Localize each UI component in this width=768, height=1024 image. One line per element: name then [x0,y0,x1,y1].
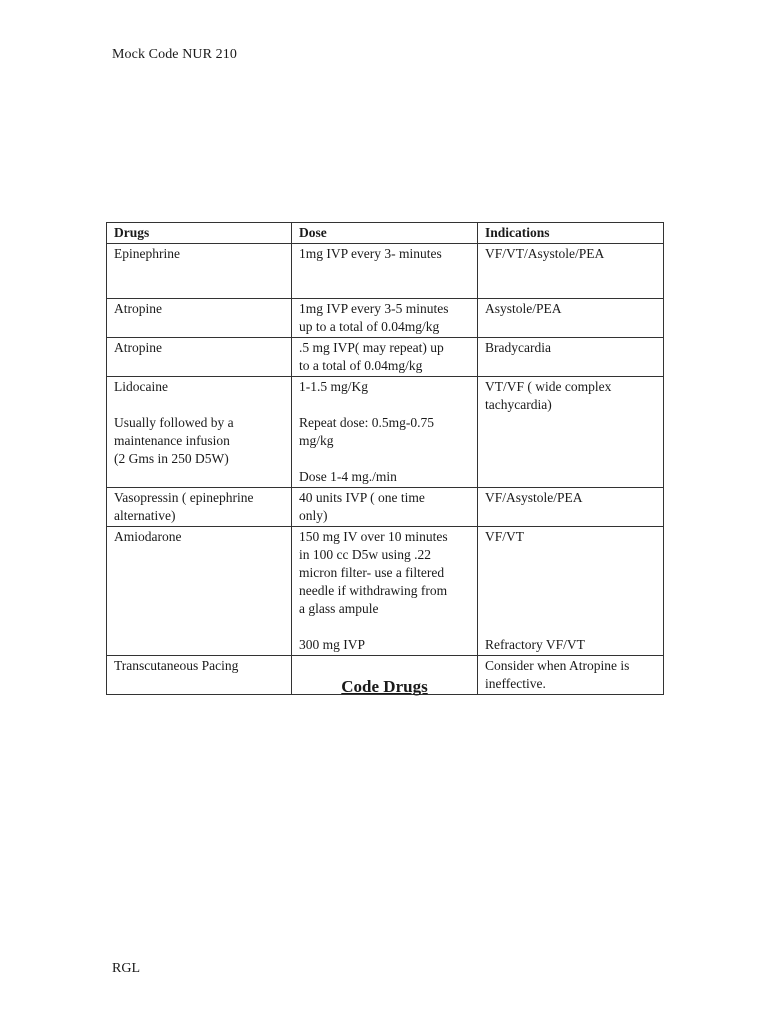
dose-text: 150 mg IV over 10 minutes [299,529,448,544]
drug-name: Atropine [114,340,162,355]
table-caption: Code Drugs [341,677,428,696]
dose-text: .5 mg IVP( may repeat) up [299,340,444,355]
indication-cell [478,377,664,488]
dose-text: micron filter- use a filtered [299,565,445,580]
dose-text: in 100 cc D5w using .22 [299,547,431,562]
drug-cell [107,488,292,527]
indication-text: Bradycardia [485,340,551,355]
dose-cell [292,377,478,488]
table-row [107,244,664,299]
indication-cell [478,338,664,377]
indication-text: Asystole/PEA [485,301,562,316]
drug-cell [107,244,292,299]
indication-cell [478,488,664,527]
dose-text: Dose 1-4 mg./min [299,469,397,484]
table-header-row [107,223,664,244]
dose-text: 300 mg IVP [299,637,366,652]
dose-text: up to a total of 0.04mg/kg [299,319,440,334]
drug-note: (2 Gms in 250 D5W) [114,451,229,466]
indication-text: VF/VT/Asystole/PEA [485,246,605,261]
indication-text: VF/VT [485,529,525,544]
indication-text: tachycardia) [485,397,552,412]
indication-cell [478,299,664,338]
table-row [107,527,664,656]
dose-text: 1mg IVP every 3- minutes [299,246,442,261]
indication-text: VF/Asystole/PEA [485,490,583,505]
drug-cell [107,338,292,377]
indication-cell [478,527,664,656]
table-row [107,377,664,488]
dose-cell [292,527,478,656]
drug-note: maintenance infusion [114,433,230,448]
drug-name: alternative) [114,508,176,523]
dose-text: Repeat dose: 0.5mg-0.75 [299,415,434,430]
dose-text: 40 units IVP ( one time [299,490,425,505]
drug-cell [107,377,292,488]
code-drugs-table [106,222,664,695]
drug-cell [107,299,292,338]
table-row [107,338,664,377]
drug-name: Lidocaine [114,379,168,394]
dose-cell [292,338,478,377]
table-row [107,488,664,527]
indication-text: VT/VF ( wide complex [485,379,612,394]
dose-text: to a total of 0.04mg/kg [299,358,423,373]
dose-cell [292,299,478,338]
document-footer: RGL [112,961,140,976]
dose-text: 1mg IVP every 3-5 minutes [299,301,449,316]
header-dose: Dose [292,223,478,244]
drug-name: Amiodarone [114,529,182,544]
dose-cell [292,244,478,299]
drug-cell [107,527,292,656]
dose-cell [292,488,478,527]
dose-text: 1-1.5 mg/Kg [299,379,368,394]
dose-text: mg/kg [299,433,334,448]
table-row [107,299,664,338]
drug-name: Epinephrine [114,246,180,261]
header-drugs: Drugs [107,223,292,244]
drug-name: Atropine [114,301,162,316]
drug-name: Vasopressin ( epinephrine [114,490,254,505]
drug-name: Transcutaneous Pacing [114,658,239,673]
dose-text: a glass ampule [299,601,379,616]
indication-text: ineffective. [485,676,546,691]
indication-text: Consider when Atropine is [485,658,630,673]
indication-text: Refractory VF/VT [485,637,585,652]
document-header: Mock Code NUR 210 [112,47,237,62]
drug-note: Usually followed by a [114,415,234,430]
header-indications: Indications [478,223,664,244]
indication-cell [478,244,664,299]
dose-text: needle if withdrawing from [299,583,448,598]
dose-text: only) [299,508,328,523]
